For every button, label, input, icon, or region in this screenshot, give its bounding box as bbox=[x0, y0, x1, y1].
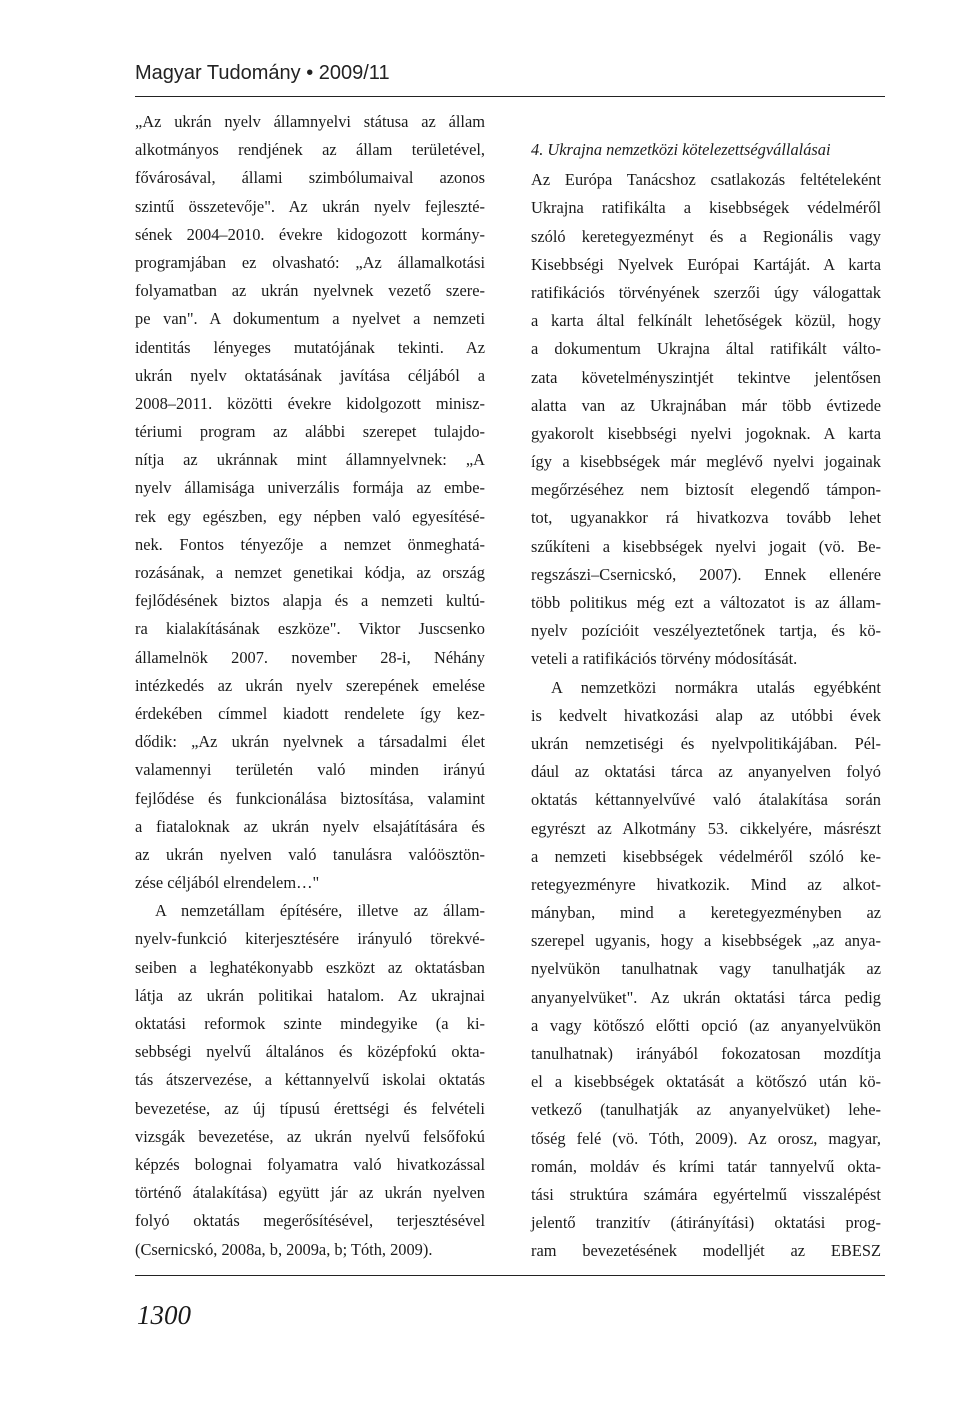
text-line: folyó oktatás megerősítésével, terjesztésével bbox=[135, 1211, 485, 1231]
text-line: nyelv-funkció kiterjesztésére irányuló törekvé- bbox=[135, 929, 485, 949]
text-line: programjában ez olvasható: „Az államalkotási bbox=[135, 252, 485, 272]
text-line: az ukrán nyelven való tanulásra valóösztön- bbox=[135, 844, 485, 864]
text-line: valamennyi területén való minden irányú bbox=[135, 760, 485, 780]
text-line: érdekében címmel kiadott rendelete így kez- bbox=[135, 703, 485, 723]
text-line: fejlődése és funkcionálása biztosítása, valamint bbox=[135, 788, 485, 808]
text-line: dául az oktatási tárca az anyanyelven folyó bbox=[531, 762, 881, 782]
text-line: sének 2004–2010. évekre kidogozott kormány- bbox=[135, 224, 485, 244]
text-line: szóló keretegyezményt és a Regionális vagy bbox=[531, 226, 881, 246]
text-line: rozásának, a nemzet genetikai kódja, az ország bbox=[135, 563, 485, 582]
text-line: tőség felé (vö. Tóth, 2009). Az orosz, magyar, bbox=[531, 1128, 881, 1148]
text-line: nyelvükön tanulhatnak vagy tanulhatják az bbox=[531, 959, 881, 979]
text-line: A nemzetközi normákra utalás egyébként bbox=[551, 677, 881, 697]
text-line: A nemzetállam építésére, illetve az állam- bbox=[155, 901, 485, 921]
journal-header: Magyar Tudomány • 2009/11 bbox=[135, 62, 390, 84]
text-line: oktatás kéttannyelvűvé való átalakítása során bbox=[531, 790, 881, 810]
text-line: vizsgák bevezetése, az ukrán nyelvű felsőfokú bbox=[135, 1126, 485, 1146]
text-line: anyanyelvüket". Az ukrán oktatási tárca pedig bbox=[531, 987, 881, 1007]
text-line: a karta által felkínált lehetőségek közül, hogy bbox=[531, 311, 881, 331]
right-column bbox=[531, 136, 881, 1266]
text-line: intézkedés az ukrán nyelv szerepének emelése bbox=[135, 675, 485, 695]
text-line: alatta van az Ukrajnában már több évtizede bbox=[531, 395, 881, 415]
text-line: a nemzeti kisebbségek védelméről szóló ke- bbox=[531, 846, 881, 866]
text-line: folyamatban az ukrán nyelvnek vezető szere- bbox=[135, 281, 485, 301]
text-line: ra kialakításának eszköze". Viktor Juscsenko bbox=[135, 619, 485, 639]
text-line: képzés bolognai folyamatra való hivatkozással bbox=[135, 1154, 485, 1174]
text-line: ratifikációs törvényének szerzői úgy válogattak bbox=[531, 282, 881, 302]
text-line: oktatási reformok szinte mindegyike (a ki- bbox=[135, 1014, 485, 1033]
text-line: el a kisebbségek oktatását a kötőszó után kö- bbox=[531, 1072, 881, 1092]
text-line: 4. Ukrajna nemzetközi kötelezettségvállalásai bbox=[531, 140, 831, 159]
text-line: sebbségi nyelvű általános és középfokú okta- bbox=[135, 1042, 485, 1062]
text-line: zése céljából elrendelem…" bbox=[135, 873, 320, 893]
text-line: „Az ukrán nyelv államnyelvi státusa az állam bbox=[135, 112, 485, 131]
text-line: a vagy kötőszó előtti opció (az anyanyelvükön bbox=[531, 1015, 881, 1035]
text-line: fejlődésének biztos alapja és a nemzeti kultú- bbox=[135, 591, 485, 611]
left-column bbox=[135, 108, 485, 1264]
text-line: is kedvelt hivatkozási alap az utóbbi évek bbox=[531, 705, 881, 725]
text-line: jelentő tranzitív (átirányítási) oktatási prog- bbox=[531, 1213, 881, 1233]
text-line: államelnök 2007. november 28-i, Néhány bbox=[135, 647, 485, 667]
text-line: identitás lényeges mutatójának tekinti. Az bbox=[135, 337, 485, 357]
text-line: történő átalakítása) együtt jár az ukrán nyelven bbox=[135, 1183, 485, 1203]
text-line: ukrán nemzetiségi és nyelvpolitikájában. Pél- bbox=[531, 733, 881, 753]
text-line: Ukrajna ratifikálta a kisebbségek védelméről bbox=[531, 198, 881, 218]
text-line: seiben a leghatékonyabb eszközt az oktatásban bbox=[135, 957, 485, 977]
text-line: szintű összetevője". Az ukrán nyelv fejleszté- bbox=[135, 196, 485, 216]
text-line: regszászi–Csernicskó, 2007). Ennek ellenére bbox=[531, 564, 881, 584]
text-line: 2008–2011. közötti évekre kidolgozott minisz- bbox=[135, 393, 485, 413]
text-line: a dokumentum Ukrajna által ratifikált válto- bbox=[531, 339, 881, 359]
text-line: veteli a ratifikációs törvény módosítását. bbox=[531, 649, 798, 669]
text-line: vetkező (tanulhatják az anyanyelvüket) lehe- bbox=[531, 1100, 881, 1120]
text-line: ram bevezetésének modelljét az EBESZ bbox=[531, 1241, 881, 1261]
text-line: bevezetése, az új típusú érettségi és felvételi bbox=[135, 1098, 485, 1118]
text-line: több politikus még ezt a változatot is az állam- bbox=[531, 593, 881, 612]
text-line: egyrészt az Alkotmány 53. cikkelyére, másrészt bbox=[531, 818, 881, 838]
text-line: szűkíteni a kisebbségek nyelvi jogait (vö. Be- bbox=[531, 536, 881, 556]
text-line: nyelv államisága univerzális formája az embe- bbox=[135, 478, 485, 498]
text-line: zata követelményszintjét tekintve jelentősen bbox=[531, 367, 881, 387]
text-line: a fiataloknak az ukrán nyelv elsajátítására és bbox=[135, 816, 485, 836]
text-line: Kisebbségi Nyelvek Európai Kartáját. A karta bbox=[531, 254, 881, 274]
text-line: tot, ugyanakkor rá hivatkozva tovább lehet bbox=[531, 508, 881, 528]
text-line: alkotmányos rendjének az állam területével, bbox=[135, 140, 485, 160]
page-number: 1300 bbox=[137, 1300, 191, 1330]
text-line: retegyezményre hivatkozik. Mind az alkot- bbox=[531, 874, 881, 894]
text-line: szerepel ugyanis, hogy a kisebbségek „az anya- bbox=[531, 931, 881, 951]
text-line: tanulhatnak) irányából fokozatosan mozdítja bbox=[531, 1044, 881, 1063]
text-line: román, moldáv és krími tatár tannyelvű okta- bbox=[531, 1156, 881, 1176]
header-rule bbox=[135, 96, 885, 97]
text-line: Az Európa Tanácshoz csatlakozás feltételeként bbox=[531, 170, 881, 190]
text-line: fővárosával, állami szimbólumaival azonos bbox=[135, 168, 485, 188]
text-line: rek egy egészben, egy népben való egyesítésé- bbox=[135, 506, 485, 526]
text-line: megőrzéséhez nem biztosít elegendő támpon- bbox=[531, 480, 881, 500]
text-line: (Csernicskó, 2008a, b, 2009a, b; Tóth, 2009). bbox=[135, 1239, 433, 1259]
text-line: tási struktúra számára egyértelmű visszalépést bbox=[531, 1184, 881, 1204]
text-line: tériumi program az alábbi szerepet tulajdo- bbox=[135, 422, 485, 442]
text-line: ukrán nyelv oktatásának javítása céljából a bbox=[135, 365, 485, 385]
text-line: gyakorolt kisebbségi nyelvi jogoknak. A karta bbox=[531, 423, 881, 443]
text-line: dődik: „Az ukrán nyelvnek a társadalmi élet bbox=[135, 732, 485, 752]
text-line: nítja az ukránnak mint államnyelvnek: „A bbox=[135, 450, 485, 470]
footer-rule bbox=[135, 1275, 885, 1276]
text-line: mányban, mind a keretegyezményben az bbox=[531, 903, 881, 923]
text-line: látja az ukrán politikai hatalom. Az ukrajnai bbox=[135, 985, 485, 1005]
text-line: nek. Fontos tényezője a nemzet önmeghatá- bbox=[135, 534, 485, 554]
text-line: nyelv pozícióit veszélyeztetőnek tartja, és kö- bbox=[531, 621, 881, 641]
text-line: tás átszervezése, a kéttannyelvű iskolai oktatás bbox=[135, 1070, 485, 1090]
text-line: pe van". A dokumentum a nyelvet a nemzeti bbox=[135, 309, 485, 329]
text-line: így a kisebbségek már meglévő nyelvi jogainak bbox=[531, 452, 881, 472]
